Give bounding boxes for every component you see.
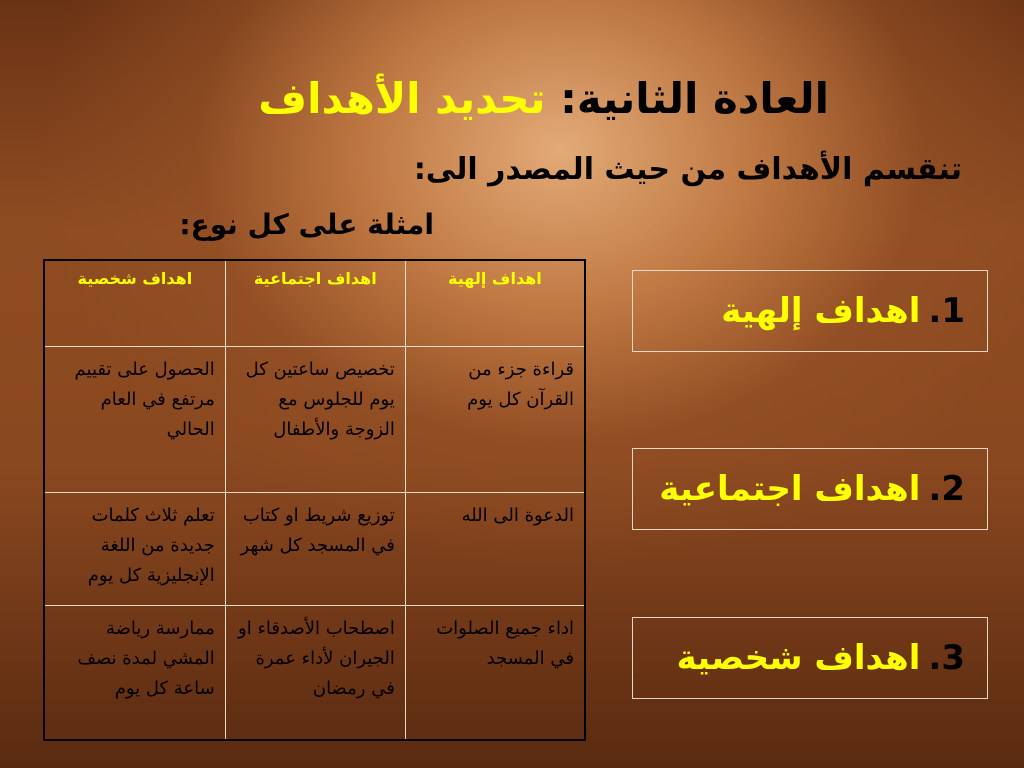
table-header-cell: اهداف شخصية xyxy=(44,260,225,346)
table-cell: ممارسة رياضة المشي لمدة نصف ساعة كل يوم xyxy=(44,605,225,740)
table-cell: توزيع شريط او كتاب في المسجد كل شهر xyxy=(225,493,405,606)
table-row xyxy=(44,346,585,493)
goals-table xyxy=(43,259,586,741)
table-header-row xyxy=(44,260,585,346)
goal-type-label: اهداف اجتماعية xyxy=(659,469,921,509)
table-cell: اداء جميع الصلوات في المسجد xyxy=(405,605,585,740)
goal-type-number: 2. xyxy=(928,469,965,509)
goal-type-box-social xyxy=(632,448,988,530)
goal-type-number: 3. xyxy=(928,638,965,678)
goal-type-label: اهداف إلهية xyxy=(721,291,921,331)
subtitle: تنقسم الأهداف من حيث المصدر الى: xyxy=(413,152,962,187)
table-header-cell: اهداف اجتماعية xyxy=(225,260,405,346)
table-cell: الدعوة الى الله xyxy=(405,493,585,606)
table-cell: الحصول على تقييم مرتفع في العام الحالي xyxy=(44,346,225,493)
table-cell: قراءة جزء من القرآن كل يوم xyxy=(405,346,585,493)
goal-type-box-divine xyxy=(632,270,988,352)
title-prefix: العادة الثانية: xyxy=(560,74,829,123)
slide-title xyxy=(258,74,829,124)
table-header-cell: اهداف إلهية xyxy=(405,260,585,346)
goal-type-number: 1. xyxy=(928,291,965,331)
table-cell: اصطحاب الأصدقاء او الجيران لأداء عمرة في رمضان xyxy=(225,605,405,740)
examples-label: امثلة على كل نوع: xyxy=(179,208,434,241)
table-row xyxy=(44,493,585,606)
table-cell: تخصيص ساعتين كل يوم للجلوس مع الزوجة والأطفال xyxy=(225,346,405,493)
goal-type-box-personal xyxy=(632,617,988,699)
goal-type-label: اهداف شخصية xyxy=(676,638,921,678)
table-cell: تعلم ثلاث كلمات جديدة من اللغة الإنجليزية كل يوم xyxy=(44,493,225,606)
title-accent: تحديد الأهداف xyxy=(258,74,546,123)
table-row xyxy=(44,605,585,740)
